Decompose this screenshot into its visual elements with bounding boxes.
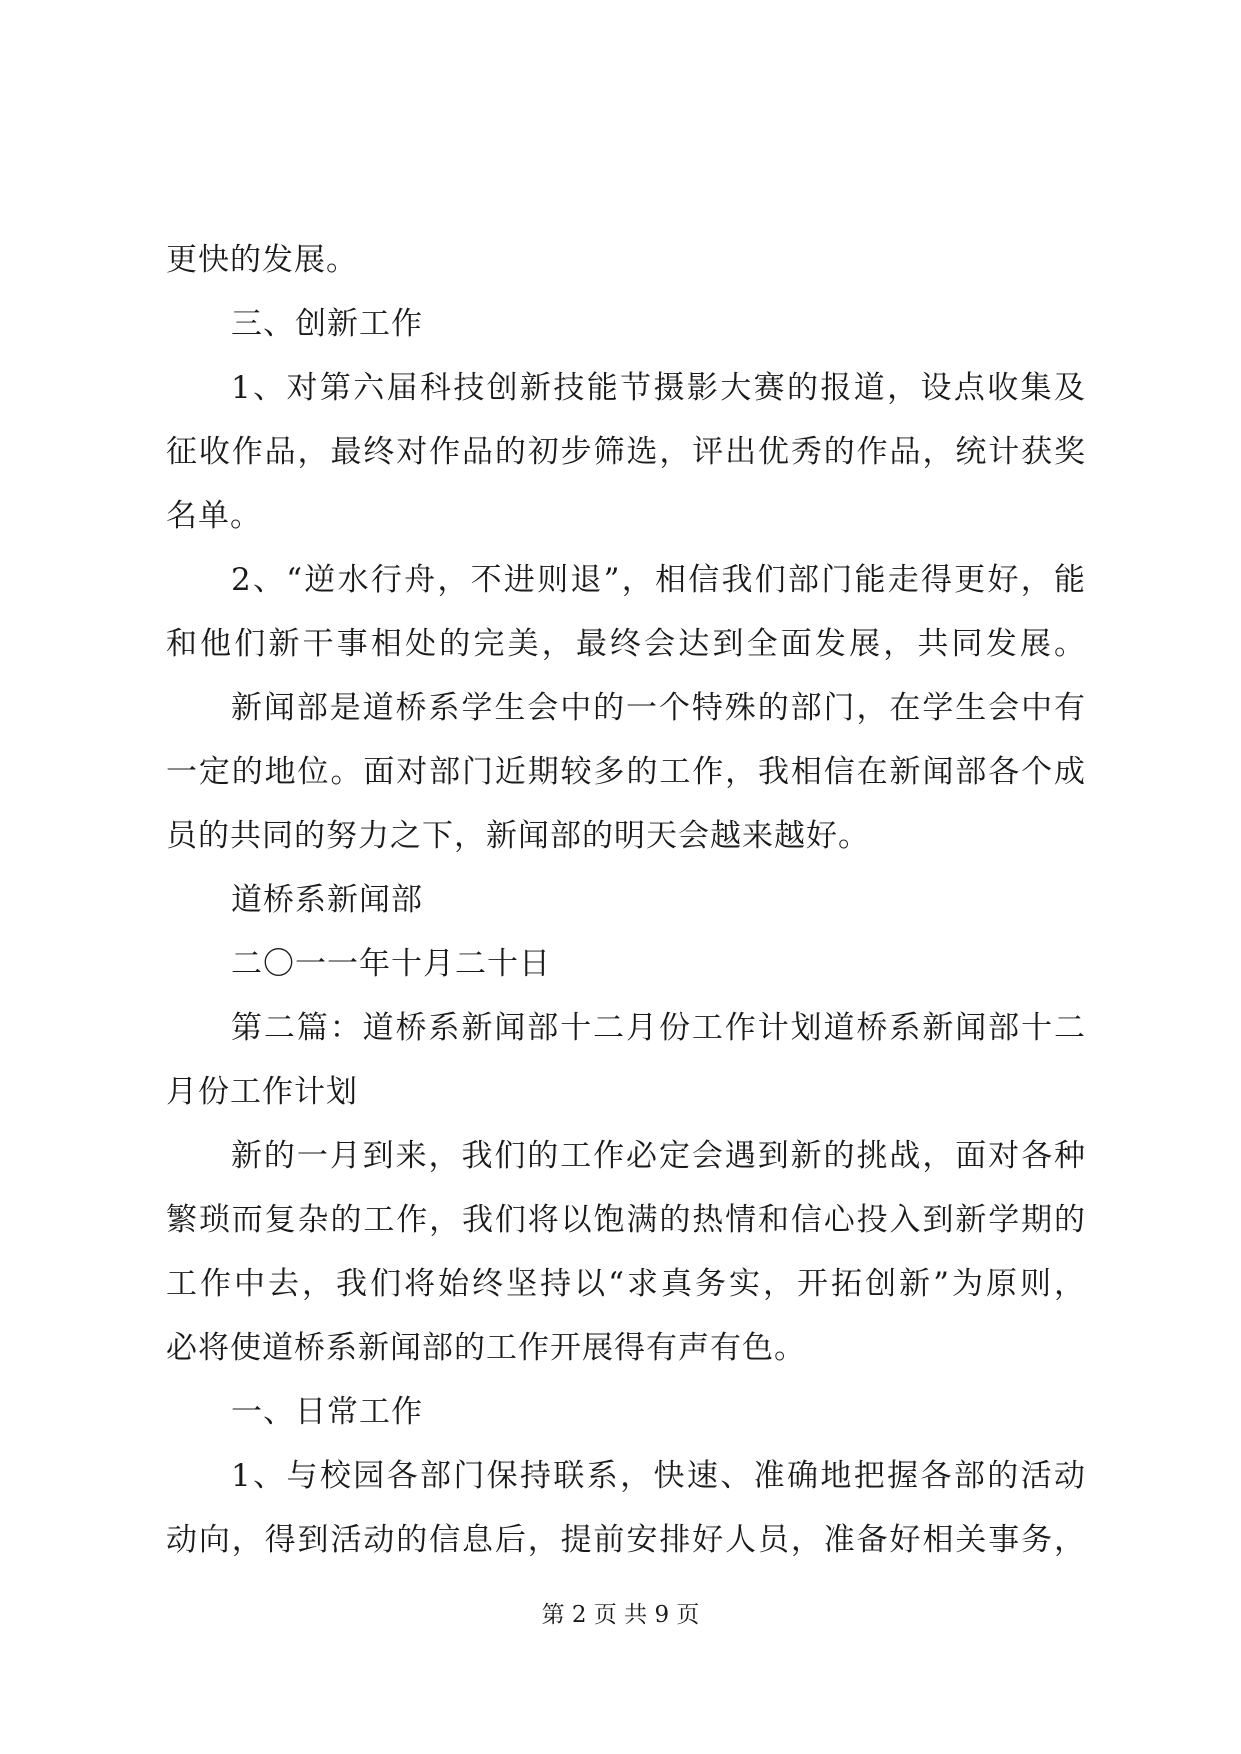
text-line: 2、“逆水行舟，不进则退”，相信我们部门能走得更好，能: [231, 562, 1086, 598]
text-line: 1、对第六届科技创新技能节摄影大赛的报道，设点收集及: [231, 370, 1086, 406]
section-heading: 一、日常工作: [231, 1394, 423, 1430]
text-line: 更快的发展。: [166, 242, 358, 278]
page-number-footer: 第 2 页 共 9 页: [541, 1602, 700, 1628]
text-line: 新闻部是道桥系学生会中的一个特殊的部门，在学生会中有: [231, 690, 1086, 726]
signature-department: 道桥系新闻部: [231, 882, 423, 918]
text-line: 一定的地位。面对部门近期较多的工作，我相信在新闻部各个成: [166, 754, 1086, 790]
section-heading: 三、创新工作: [231, 306, 423, 342]
text-line: 繁琐而复杂的工作，我们将以饱满的热情和信心投入到新学期的: [166, 1202, 1086, 1238]
text-line: 名单。: [166, 498, 262, 534]
text-line: 员的共同的努力之下，新闻部的明天会越来越好。: [166, 818, 870, 854]
text-line: 征收作品，最终对作品的初步筛选，评出优秀的作品，统计获奖: [166, 434, 1086, 470]
text-line: 1、与校园各部门保持联系，快速、准确地把握各部的活动: [231, 1458, 1086, 1494]
text-line: 和他们新干事相处的完美，最终会达到全面发展，共同发展。: [166, 626, 1086, 662]
document-body: [166, 228, 1086, 1572]
chapter-title: 第二篇：道桥系新闻部十二月份工作计划道桥系新闻部十二: [231, 1010, 1086, 1046]
chapter-title-continued: 月份工作计划: [166, 1074, 358, 1110]
text-line: 动向，得到活动的信息后，提前安排好人员，准备好相关事务，: [166, 1522, 1086, 1558]
signature-date: 二〇一一年十月二十日: [231, 946, 551, 982]
text-line: 新的一月到来，我们的工作必定会遇到新的挑战，面对各种: [231, 1138, 1086, 1174]
text-line: 必将使道桥系新闻部的工作开展得有声有色。: [166, 1330, 806, 1366]
text-line: 工作中去，我们将始终坚持以“求真务实，开拓创新”为原则，: [166, 1266, 1086, 1302]
